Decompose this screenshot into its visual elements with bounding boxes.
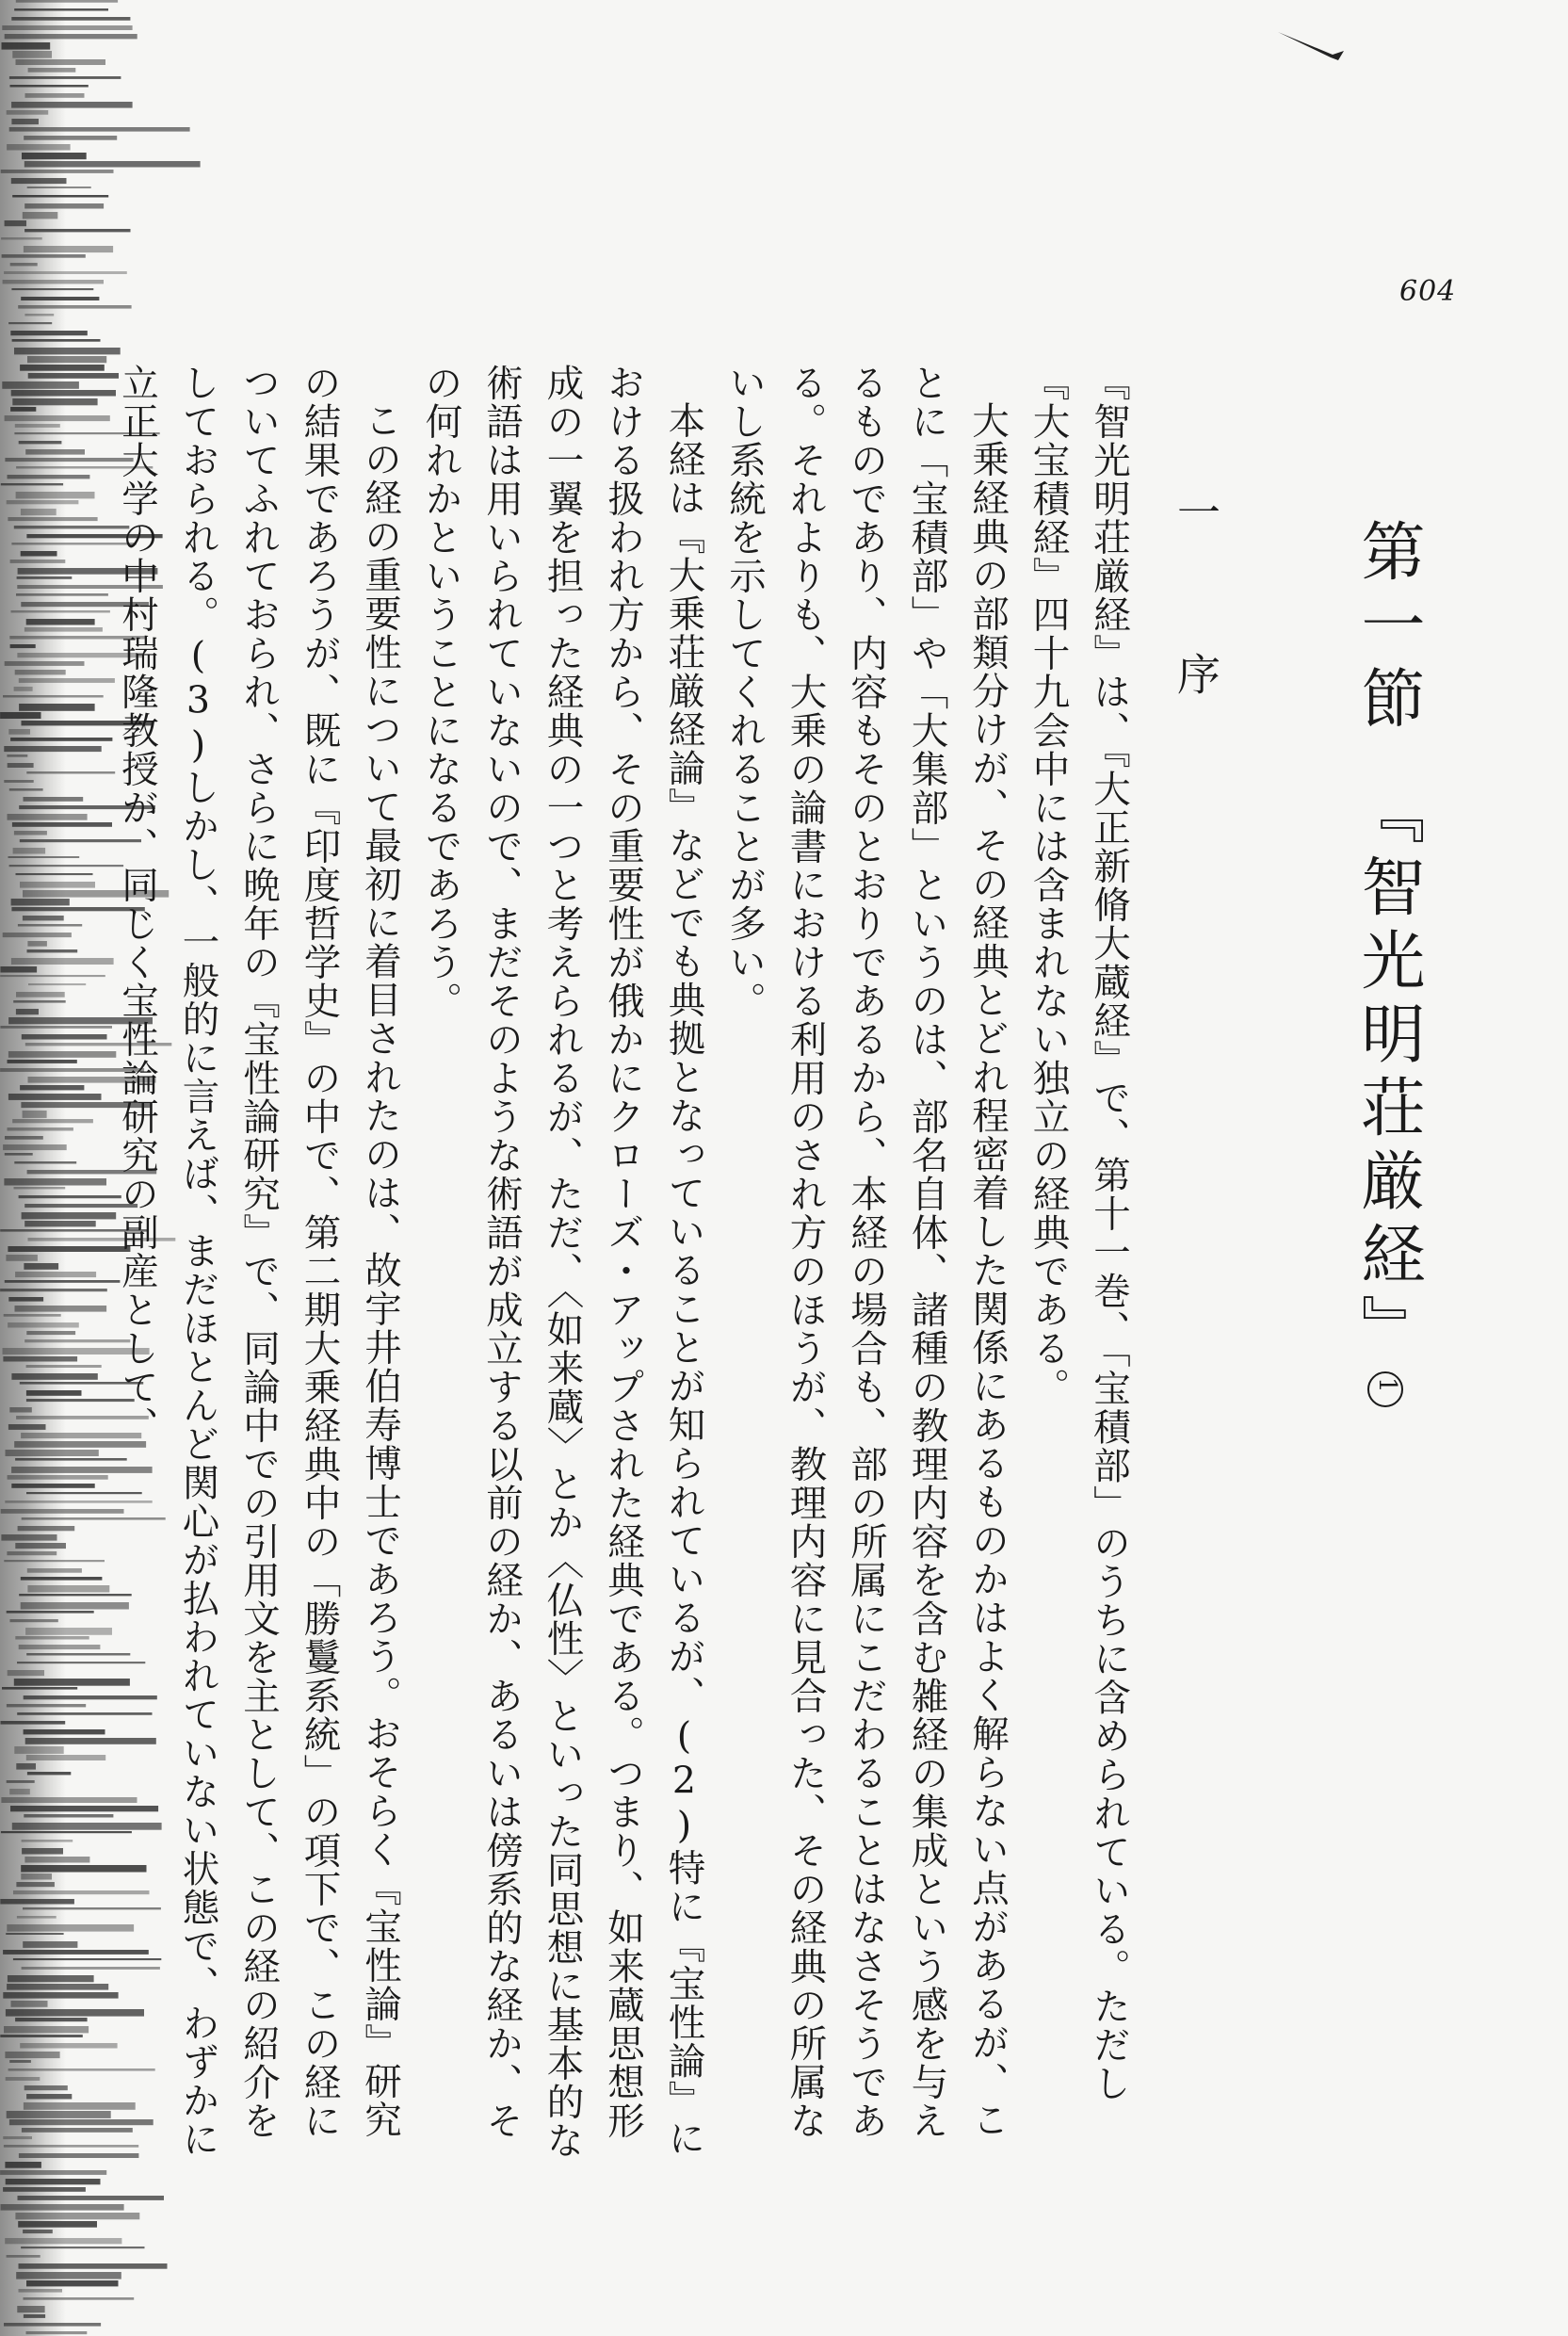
edge-noise-stroke — [9, 2060, 31, 2063]
edge-noise-stroke — [3, 1992, 118, 1999]
edge-noise-stroke — [8, 1322, 79, 1328]
edge-noise-stroke — [11, 17, 130, 21]
edge-noise-stroke — [10, 407, 36, 412]
edge-noise-stroke — [26, 2331, 88, 2334]
edge-noise-stroke — [4, 780, 33, 783]
edge-noise-stroke — [8, 1127, 73, 1131]
edge-noise-stroke — [9, 1789, 30, 1794]
edge-noise-stroke — [11, 899, 70, 905]
edge-noise-stroke — [12, 195, 108, 198]
sub-heading: 一 序 — [1171, 490, 1221, 733]
edge-noise-stroke — [13, 848, 46, 854]
edge-noise-stroke — [9, 788, 43, 791]
edge-noise-stroke — [24, 1221, 96, 1226]
edge-noise-stroke — [24, 1263, 58, 1270]
edge-noise-stroke — [1, 483, 63, 485]
edge-noise-stroke — [27, 941, 47, 947]
edge-noise-stroke — [8, 1670, 44, 1676]
edge-noise-stroke — [9, 1407, 32, 1413]
edge-noise-stroke — [0, 2170, 106, 2175]
edge-noise-stroke — [18, 1526, 75, 1531]
edge-noise-stroke — [4, 1178, 106, 1186]
edge-noise-stroke — [9, 127, 190, 132]
edge-noise-stroke — [24, 161, 201, 168]
edge-noise-stroke — [20, 365, 105, 371]
edge-noise-stroke — [5, 2238, 121, 2244]
edge-noise-stroke — [19, 1645, 101, 1649]
edge-noise-stroke — [2, 254, 86, 258]
edge-noise-stroke — [6, 2077, 40, 2081]
edge-noise-stroke — [12, 51, 52, 58]
edge-noise-stroke — [16, 992, 65, 998]
edge-noise-stroke — [1, 237, 42, 240]
edge-noise-stroke — [2, 1687, 77, 1690]
edge-noise-stroke — [11, 2001, 48, 2007]
edge-noise-stroke — [24, 2297, 135, 2300]
edge-noise-stroke — [26, 2280, 119, 2286]
edge-noise-stroke — [4, 1314, 61, 1317]
edge-noise-stroke — [15, 1272, 96, 1277]
edge-noise-stroke — [3, 933, 72, 937]
edge-noise-stroke — [28, 373, 119, 379]
edge-noise-stroke — [7, 1551, 57, 1555]
edge-noise-stroke — [25, 93, 85, 98]
edge-noise-stroke — [5, 220, 26, 226]
edge-noise-stroke — [7, 1704, 86, 1707]
edge-noise-stroke — [7, 754, 27, 757]
edge-noise-stroke — [3, 2187, 86, 2192]
edge-noise-stroke — [1, 1721, 66, 1725]
edge-noise-stroke — [24, 1729, 105, 1734]
edge-noise-stroke — [7, 2255, 40, 2258]
edge-noise-stroke — [1, 2204, 124, 2211]
edge-noise-stroke — [25, 449, 85, 455]
edge-noise-stroke — [18, 924, 82, 927]
edge-noise-stroke — [5, 1153, 33, 1156]
edge-noise-stroke — [7, 110, 49, 115]
edge-noise-stroke — [15, 670, 66, 674]
edge-noise-stroke — [12, 398, 97, 405]
edge-noise-stroke — [12, 339, 101, 342]
edge-noise-stroke — [10, 263, 38, 266]
edge-noise-stroke — [15, 1636, 89, 1640]
edge-noise-stroke — [19, 678, 115, 683]
edge-noise-stroke — [14, 1187, 66, 1189]
edge-noise-stroke — [8, 856, 80, 858]
edge-noise-stroke — [24, 246, 113, 252]
edge-noise-stroke — [4, 746, 101, 752]
edge-noise-stroke — [12, 1119, 93, 1123]
edge-noise-stroke — [10, 331, 88, 335]
paragraph-3: 本経は『大乗荘厳経論』などでも典拠となっていることが知られているが、(2)特に『宝性論』における扱われ方から、その重要性が俄かにクローズ・アップされた経典である。つまり、如来蔵思想形成の一翼を担った経典の一つと考えられるが、ただ、〈如来蔵〉とか〈仏性〉といった同思想に基本的な術語は用いられていないので、まだそのような術語が成立する以前の経か、あるいは傍系的な経か、その何れかということになるであろう。 — [419, 364, 706, 2161]
edge-noise-stroke — [11, 958, 114, 965]
edge-noise-stroke — [16, 873, 93, 875]
edge-noise-stroke — [8, 763, 34, 768]
edge-noise-stroke — [11, 102, 133, 108]
edge-noise-stroke — [0, 2035, 83, 2037]
edge-noise-stroke — [16, 593, 108, 596]
edge-noise-stroke — [24, 229, 130, 232]
edge-noise-stroke — [11, 119, 39, 124]
edge-noise-stroke — [24, 2085, 68, 2090]
edge-noise-stroke — [27, 1568, 82, 1573]
edge-noise-stroke — [14, 8, 108, 11]
section-title-text: 第一節 『智光明荘厳経』 — [1350, 518, 1425, 1368]
edge-noise-stroke — [4, 2323, 101, 2327]
edge-noise-stroke — [14, 348, 121, 354]
edge-noise-stroke — [5, 415, 110, 421]
edge-noise-stroke — [13, 1000, 65, 1003]
edge-noise-stroke — [14, 1161, 76, 1164]
edge-noise-stroke — [24, 797, 84, 802]
edge-noise-stroke — [5, 1136, 43, 1140]
edge-noise-stroke — [5, 1280, 121, 1283]
edge-noise-stroke — [15, 1543, 66, 1549]
edge-noise-stroke — [19, 704, 95, 711]
edge-noise-stroke — [22, 1034, 107, 1040]
edge-noise-stroke — [18, 2221, 97, 2228]
edge-noise-stroke — [7, 2111, 111, 2118]
edge-noise-stroke — [7, 1984, 108, 1990]
edge-noise-stroke — [16, 59, 106, 65]
edge-noise-stroke — [21, 1874, 52, 1880]
edge-noise-stroke — [6, 2179, 101, 2184]
edge-noise-stroke — [8, 1094, 102, 1100]
footnote-ref-1: 1 — [1367, 1371, 1403, 1407]
edge-noise-stroke — [11, 288, 93, 290]
edge-noise-stroke — [26, 1390, 82, 1396]
edge-noise-stroke — [7, 144, 71, 151]
edge-noise-stroke — [0, 1289, 107, 1291]
page-number: 604 — [1399, 275, 1457, 308]
edge-noise-stroke — [5, 34, 137, 39]
edge-noise-stroke — [1, 1509, 124, 1514]
edge-noise-stroke — [18, 305, 131, 309]
edge-noise-stroke — [8, 1060, 77, 1063]
edge-noise-stroke — [10, 560, 66, 563]
edge-noise-stroke — [28, 68, 76, 73]
edge-noise-stroke — [8, 814, 88, 820]
edge-noise-stroke — [7, 1611, 94, 1614]
edge-noise-stroke — [24, 136, 117, 140]
edge-noise-stroke — [24, 2314, 45, 2318]
edge-noise-stroke — [20, 2043, 117, 2049]
edge-noise-stroke — [3, 1356, 77, 1362]
edge-noise-stroke — [15, 2213, 139, 2219]
edge-noise-stroke — [23, 1111, 47, 1118]
edge-noise-stroke — [22, 153, 87, 159]
edge-noise-stroke — [26, 1331, 75, 1335]
edge-noise-stroke — [8, 322, 52, 324]
edge-noise-stroke — [12, 822, 112, 827]
edge-noise-stroke — [3, 2136, 32, 2139]
edge-noise-stroke — [21, 509, 57, 515]
edge-noise-stroke — [28, 983, 86, 985]
edge-noise-stroke — [16, 2272, 121, 2279]
edge-noise-stroke — [19, 2289, 63, 2293]
edge-noise-stroke — [20, 1085, 84, 1090]
edge-noise-stroke — [21, 297, 99, 300]
edge-noise-stroke — [0, 975, 105, 977]
edge-noise-stroke — [22, 1848, 63, 1855]
edge-noise-stroke — [21, 2247, 144, 2248]
edge-noise-stroke — [14, 687, 33, 691]
edge-noise-stroke — [25, 1628, 112, 1635]
edge-noise-stroke — [8, 1424, 46, 1430]
edge-noise-stroke — [16, 0, 118, 3]
edge-noise-stroke — [27, 949, 78, 952]
edge-noise-stroke — [10, 85, 89, 88]
edge-noise-stroke — [26, 2094, 72, 2100]
edge-noise-stroke — [8, 1975, 94, 1982]
edge-noise-stroke — [3, 1144, 67, 1150]
edge-noise-stroke — [8, 1475, 108, 1480]
edge-noise-stroke — [4, 2026, 89, 2033]
section-title — [1345, 518, 1430, 1411]
edge-noise-stroke — [7, 1780, 35, 1783]
edge-noise-stroke — [19, 2263, 168, 2269]
edge-noise-stroke — [2, 381, 79, 389]
paragraph-4: この経の重要性について最初に着目されたのは、故宇井伯寿博士であろう。おそらく『宝性論』研究の結果であろうが、既に『印度哲学史』の中で、第二期大乗経典中の「勝鬘系統」の項下で、この経についてふれておられ、さらに晩年の『宝性論研究』で、同論中での引用文を主として、この経の紹介をしておられる。(3)しかし、一般的に言えば、まだほとんど関心が払われていない状態で、わずかに立正大学の中村瑞隆教授が、同じく宝性論研究の副産として、 — [116, 364, 402, 2159]
edge-noise-stroke — [11, 610, 110, 613]
edge-noise-stroke — [24, 627, 103, 632]
edge-noise-stroke — [26, 771, 115, 774]
edge-noise-stroke — [11, 390, 116, 397]
edge-noise-stroke — [15, 2018, 88, 2021]
edge-noise-stroke — [3, 280, 104, 284]
edge-noise-stroke — [18, 2196, 165, 2200]
edge-noise-stroke — [27, 187, 91, 188]
edge-noise-stroke — [21, 1577, 103, 1581]
edge-noise-stroke — [24, 1814, 113, 1818]
edge-noise-stroke — [0, 966, 37, 973]
edge-noise-stroke — [24, 1857, 89, 1863]
edge-noise-stroke — [27, 1585, 109, 1593]
edge-noise-stroke — [17, 2306, 44, 2312]
edge-noise-stroke — [4, 271, 127, 274]
edge-noise-stroke — [17, 1916, 57, 1919]
paragraph-1: 『智光明荘厳経』は、『大正新脩大蔵経』で、第十一巻、「宝積部」のうちに含められている。ただし『大宝積経』四十九会中には含まれない独立の経典である。 — [1026, 364, 1131, 2103]
edge-noise-stroke — [8, 1297, 43, 1302]
edge-noise-stroke — [15, 424, 60, 428]
edge-noise-stroke — [16, 1882, 55, 1887]
edge-noise-stroke — [16, 492, 95, 498]
edge-noise-stroke — [15, 1306, 107, 1312]
edge-noise-stroke — [6, 1450, 99, 1456]
edge-noise-stroke — [0, 712, 40, 719]
edge-noise-stroke — [6, 1933, 63, 1935]
edge-noise-stroke — [5, 661, 85, 666]
edge-noise-stroke — [11, 1373, 97, 1380]
edge-noise-stroke — [6, 1255, 38, 1261]
edge-noise-stroke — [11, 178, 67, 184]
edge-noise-stroke — [23, 916, 64, 920]
edge-noise-stroke — [14, 1746, 63, 1754]
edge-noise-stroke — [19, 441, 62, 444]
edge-noise-stroke — [23, 2230, 53, 2233]
edge-noise-stroke — [0, 1899, 74, 1905]
edge-noise-stroke — [26, 1755, 105, 1760]
edge-noise-stroke — [7, 500, 79, 504]
edge-noise-stroke — [2, 42, 51, 50]
edge-noise-stroke — [8, 517, 97, 521]
edge-noise-stroke — [26, 1365, 102, 1368]
edge-noise-stroke — [21, 551, 57, 557]
edge-noise-stroke — [5, 2162, 41, 2168]
edge-noise-stroke — [16, 1763, 36, 1770]
edge-noise-stroke — [26, 619, 95, 625]
edge-noise-stroke — [14, 831, 47, 835]
edge-noise-stroke — [17, 576, 73, 579]
edge-noise-stroke — [9, 76, 121, 79]
edge-noise-stroke — [23, 1941, 77, 1948]
edge-noise-stroke — [27, 1772, 71, 1775]
body-text — [107, 364, 1140, 2172]
edge-noise-stroke — [10, 738, 112, 741]
edge-noise-stroke — [11, 1484, 94, 1488]
edge-noise-stroke — [22, 1840, 73, 1842]
edge-noise-stroke — [8, 729, 30, 735]
edge-noise-stroke — [24, 203, 104, 209]
edge-noise-stroke — [22, 1212, 117, 1219]
edge-noise-stroke — [5, 2052, 59, 2058]
edge-noise-stroke — [10, 1619, 58, 1622]
edge-noise-stroke — [0, 1026, 112, 1029]
edge-noise-stroke — [8, 1051, 116, 1058]
edge-noise-stroke — [2, 25, 132, 30]
paragraph-2: 大乗経典の部類分けが、その経典とどれ程密着した関係にあるものかはよく解らない点があるが、ことに「宝積部」や「大集部」というのは、部名自体、諸種の教理内容を含む雑経の集成という感を与えるものであり、内容もそのとおりであるから、本経の場合も、部の所属にこだわることはなさそうである。それよりも、大乗の論書における利用のされ方のほうが、教理内容に見合った、その経典の所属ないし系統を示してくれることが多い。 — [723, 364, 1010, 2140]
edge-noise-stroke — [24, 314, 54, 316]
edge-noise-stroke — [23, 212, 58, 219]
edge-noise-stroke — [27, 356, 106, 363]
edge-noise-stroke — [20, 882, 95, 888]
edge-noise-stroke — [1, 1534, 57, 1541]
edge-noise-stroke — [19, 1195, 121, 1198]
edge-noise-stroke — [3, 695, 104, 698]
scan-mark — [1276, 26, 1351, 64]
edge-noise-stroke — [4, 1560, 105, 1562]
edge-noise-stroke — [16, 1009, 39, 1014]
edge-noise-stroke — [1, 170, 114, 173]
edge-noise-stroke — [8, 475, 90, 479]
edge-noise-stroke — [10, 644, 36, 648]
